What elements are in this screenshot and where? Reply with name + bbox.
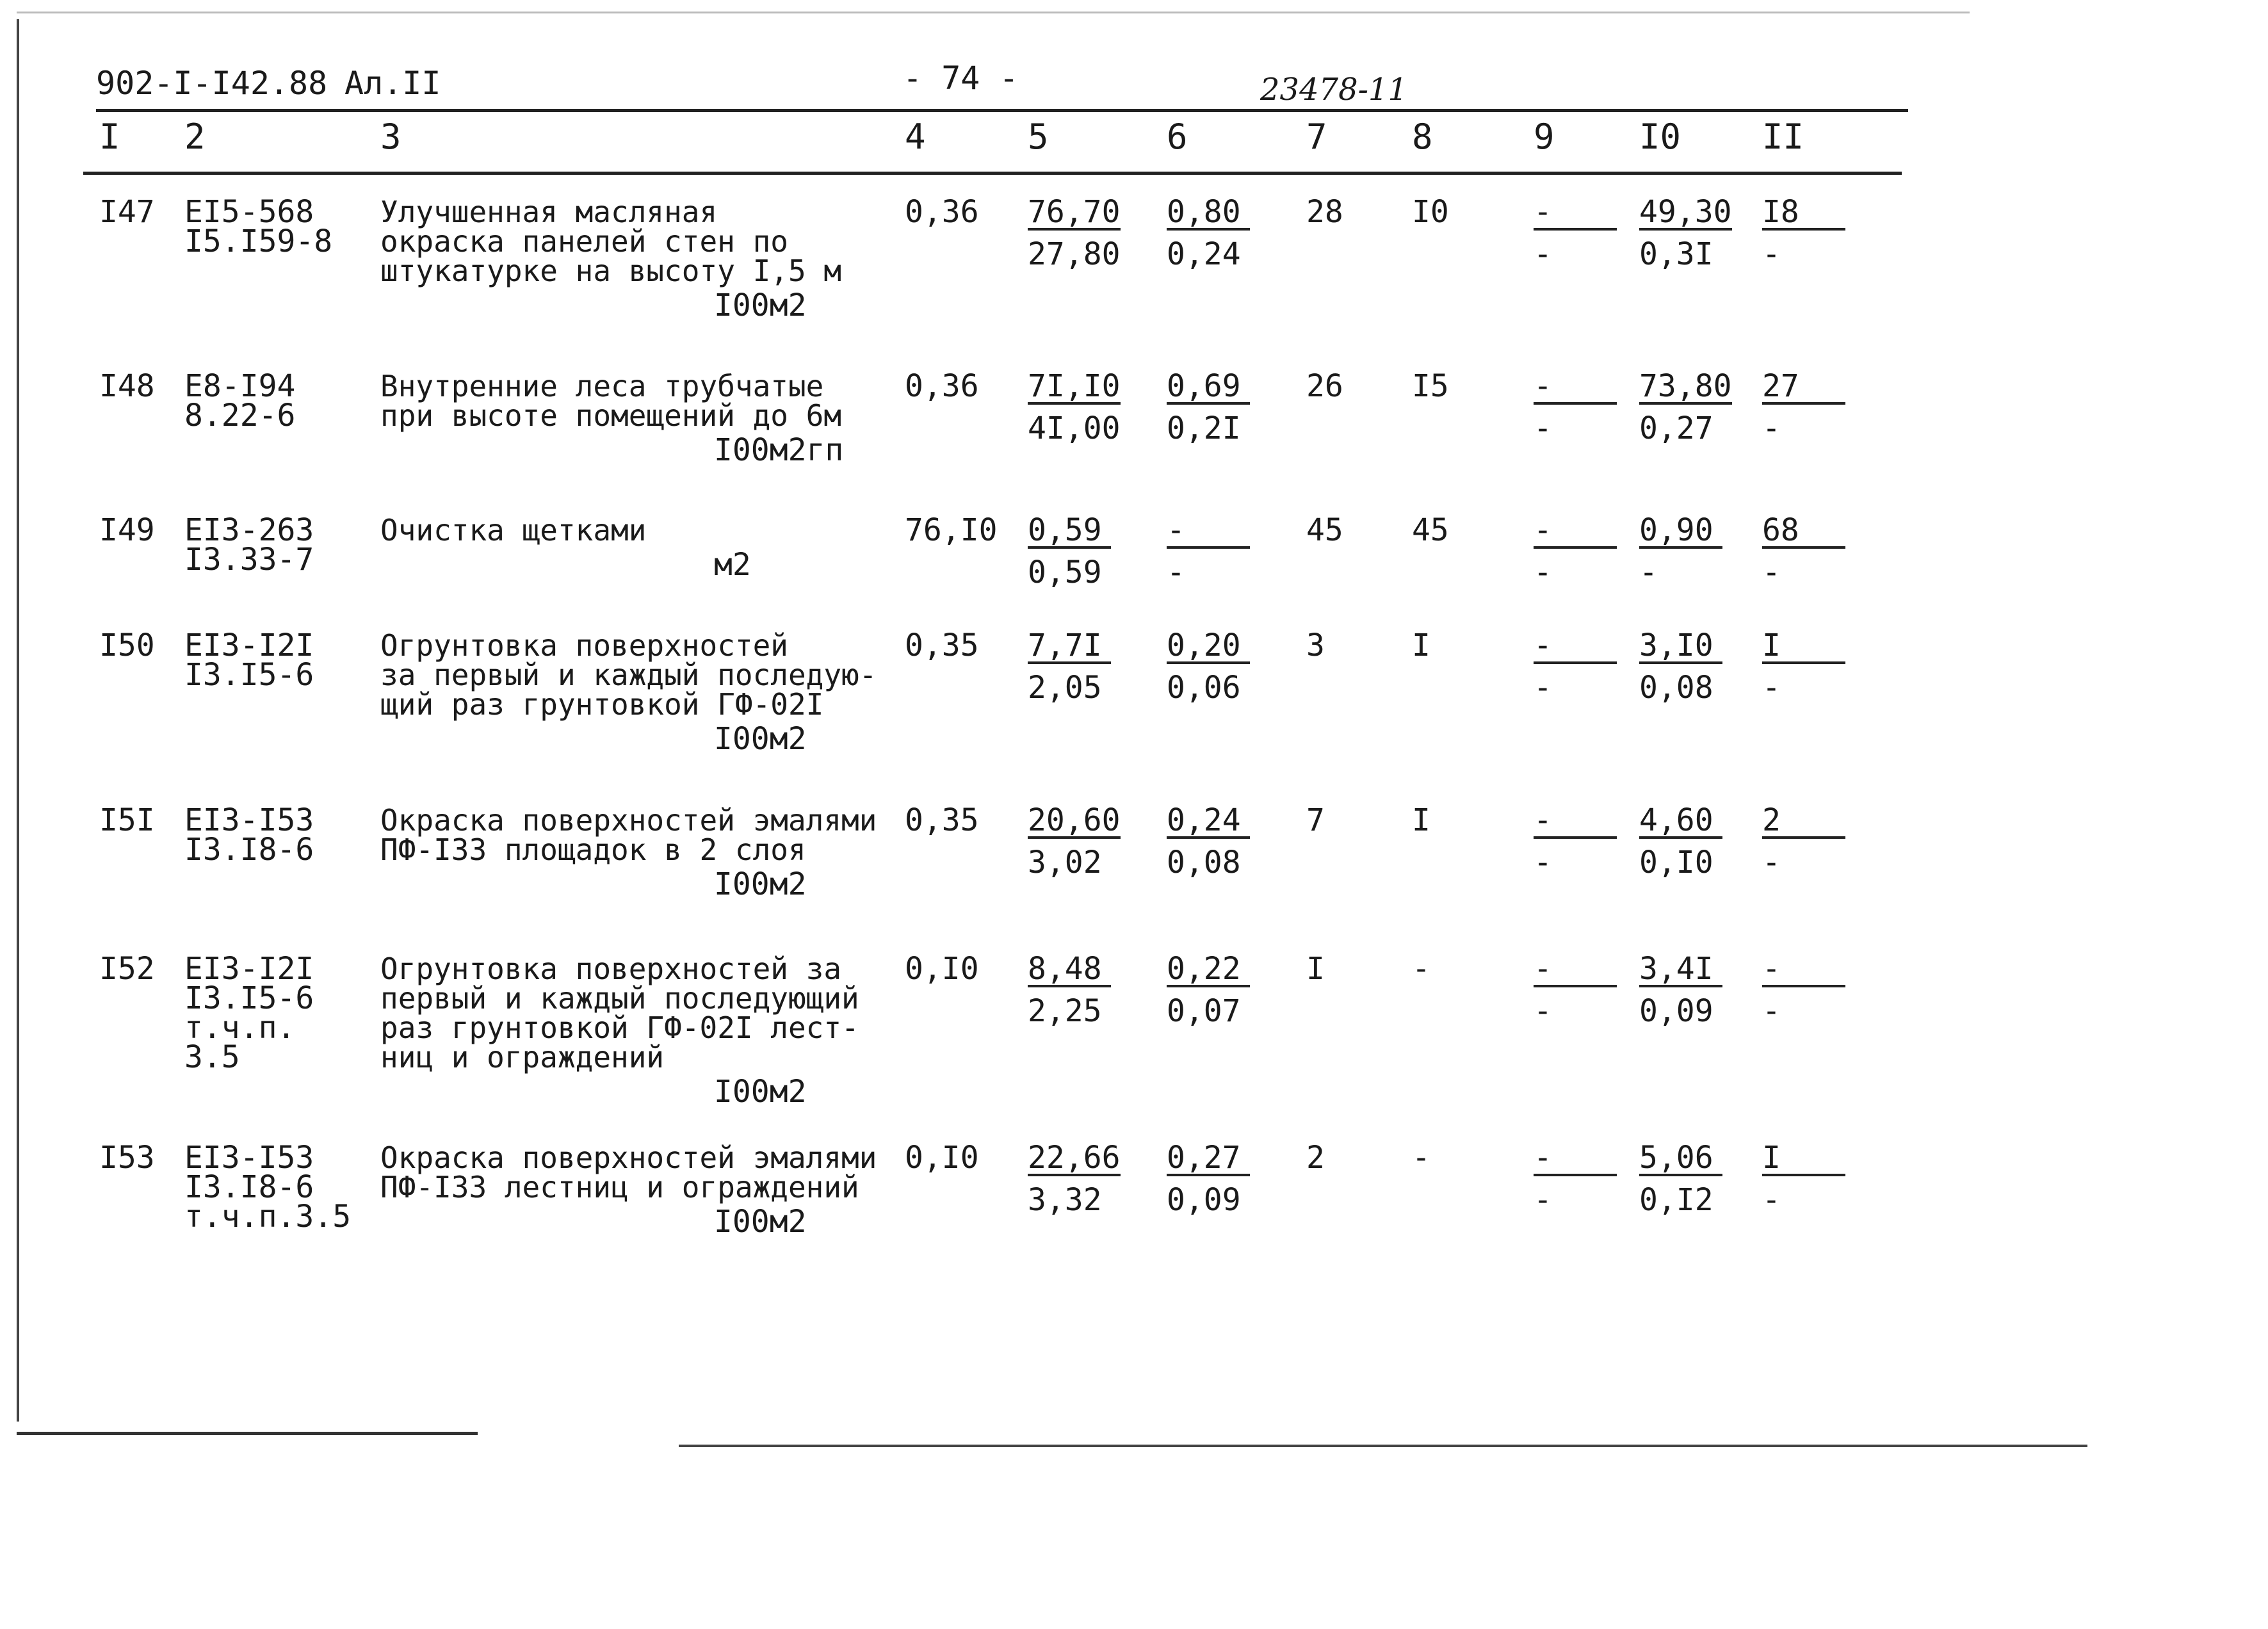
work-description-line: ПФ-I33 площадок в 2 слоя [380,832,806,867]
work-description-line: первый и каждый последующий [380,981,859,1016]
column-9-value-top [1534,628,1617,664]
labor-value-top [1762,512,1845,549]
measurement-unit: I00м2 [714,288,807,323]
rate-code: I3.I5-6 [184,980,314,1016]
column-7-value: 26 [1306,368,1343,404]
column-9-value-bottom: - [1534,1182,1552,1218]
album-number: Ал.II [344,65,441,102]
work-description-line: окраска панелей стен по [380,224,788,259]
machine-cost-top [1167,951,1250,987]
machine-cost-numerator: - [1167,515,1250,549]
total-cost-numerator: 3,4I [1639,954,1722,987]
unit-cost-numerator: 22,66 [1028,1140,1121,1176]
labor-value-numerator: I [1762,1143,1845,1176]
quantity: 0,35 [905,628,979,663]
column-7-value: 28 [1306,194,1343,230]
total-cost-bottom: 0,27 [1639,410,1713,446]
column-9-value-top [1534,802,1617,839]
machine-cost-bottom: 0,2I [1167,410,1241,446]
column-9-value-numerator: - [1534,515,1617,549]
column-header-5: 5 [1028,117,1049,157]
machine-cost-bottom: 0,07 [1167,993,1241,1029]
handwritten-number: 23478-11 [1260,72,1407,108]
labor-value-numerator: 2 [1762,806,1845,839]
total-cost-top [1639,802,1722,839]
column-7-value: 2 [1306,1140,1325,1176]
work-description-line: Огрунтовка поверхностей [380,628,788,663]
total-cost-numerator: 49,30 [1639,194,1732,230]
machine-cost-bottom: 0,06 [1167,670,1241,706]
total-cost-top [1639,194,1732,231]
column-8-value: - [1412,951,1430,987]
total-cost-numerator: 4,60 [1639,806,1722,839]
total-cost-numerator: 73,80 [1639,368,1732,404]
column-8-value: I [1412,802,1430,838]
measurement-unit: I00м2 [714,1074,807,1110]
measurement-unit: I00м2 [714,721,807,757]
row-number: I52 [99,951,155,987]
column-9-value-bottom: - [1534,555,1552,590]
rate-code: 3.5 [184,1039,240,1075]
machine-cost-top [1167,628,1250,664]
rate-code: EI3-I2I [184,951,314,987]
quantity: 0,I0 [905,951,979,987]
labor-value-bottom: - [1762,670,1781,706]
page-border-bottom [679,1445,2087,1447]
row-number: I5I [99,802,155,838]
column-8-value: - [1412,1140,1430,1176]
column-header-1: I [99,117,120,157]
row-number: I48 [99,368,155,404]
total-cost-top [1639,512,1722,549]
labor-value-bottom: - [1762,1182,1781,1218]
unit-cost-top [1028,802,1121,839]
row-number: I53 [99,1140,155,1176]
unit-cost-bottom: 0,59 [1028,555,1102,590]
unit-cost-numerator: 20,60 [1028,802,1121,838]
column-8-value: 45 [1412,512,1449,548]
machine-cost-numerator: 0,20 [1167,631,1250,664]
machine-cost-bottom: 0,24 [1167,236,1241,272]
machine-cost-bottom: 0,08 [1167,845,1241,880]
total-cost-bottom: 0,08 [1639,670,1713,706]
machine-cost-bottom: - [1167,555,1185,590]
work-description-line: щий раз грунтовкой ГФ-02I [380,687,824,722]
unit-cost-top [1028,951,1111,987]
total-cost-top [1639,1140,1722,1176]
unit-cost-numerator: 0,59 [1028,515,1111,549]
column-header-9: 9 [1534,117,1555,157]
labor-value-top [1762,1140,1845,1176]
column-7-value: I [1306,951,1325,987]
column-9-value-top [1534,194,1617,231]
page-border-top [17,12,1970,13]
quantity: 76,I0 [905,512,998,548]
header-rule-bottom [83,172,1902,175]
column-8-value: I [1412,628,1430,663]
page-border-left [17,19,19,1422]
unit-cost-bottom: 2,05 [1028,670,1102,706]
unit-cost-bottom: 4I,00 [1028,410,1121,446]
column-header-4: 4 [905,117,926,157]
labor-value-bottom: - [1762,236,1781,272]
quantity: 0,35 [905,802,979,838]
total-cost-bottom: - [1639,555,1658,590]
measurement-unit: I00м2 [714,866,807,902]
column-header-3: 3 [380,117,401,157]
unit-cost-top [1028,194,1121,231]
work-description-line: Окраска поверхностей эмалями [380,803,877,838]
rate-code: E8-I94 [184,368,296,404]
machine-cost-top [1167,194,1250,231]
rate-code: 8.22-6 [184,398,296,434]
column-header-8: 8 [1412,117,1433,157]
rate-code: т.ч.п.3.5 [184,1199,352,1235]
machine-cost-top [1167,802,1250,839]
column-header-2: 2 [184,117,206,157]
labor-value-bottom: - [1762,845,1781,880]
doc-code: 902-I-I42.88 [96,65,328,102]
column-9-value-top [1534,368,1617,405]
row-number: I50 [99,628,155,663]
labor-value-numerator: 68 [1762,515,1845,549]
rate-code: I3.I8-6 [184,832,314,868]
machine-cost-numerator: 0,80 [1167,197,1250,231]
rate-code: I5.I59-8 [184,223,333,259]
total-cost-bottom: 0,I0 [1639,845,1713,880]
column-9-value-bottom: - [1534,670,1552,706]
work-description-line: Очистка щетками [380,513,647,547]
column-9-value-bottom: - [1534,993,1552,1029]
measurement-unit: I00м2гп [714,432,844,468]
machine-cost-bottom: 0,09 [1167,1182,1241,1218]
unit-cost-numerator: 76,70 [1028,194,1121,230]
total-cost-numerator: 0,90 [1639,515,1722,549]
rate-code: I3.I5-6 [184,657,314,693]
rate-code: EI3-263 [184,512,314,548]
quantity: 0,36 [905,368,979,404]
rate-code: EI3-I2I [184,628,314,663]
column-9-value-numerator: - [1534,954,1617,987]
column-9-value-numerator: - [1534,371,1617,405]
labor-value-bottom: - [1762,555,1781,590]
rate-code: I3.33-7 [184,542,314,578]
work-description-line: за первый и каждый последую- [380,658,877,692]
work-description-line: штукатурке на высоту I,5 м [380,254,842,288]
machine-cost-top [1167,1140,1250,1176]
column-9-value-bottom: - [1534,410,1552,446]
work-description-line: ПФ-I33 лестниц и ограждений [380,1170,859,1204]
header-rule-top [96,109,1908,112]
labor-value-bottom: - [1762,410,1781,446]
total-cost-numerator: 3,I0 [1639,631,1722,664]
machine-cost-top [1167,368,1250,405]
unit-cost-numerator: 7,7I [1028,631,1111,664]
work-description-line: ниц и ограждений [380,1040,665,1074]
unit-cost-top [1028,512,1111,549]
column-9-value-numerator: - [1534,631,1617,664]
work-description-line: при высоте помещений до 6м [380,398,842,433]
column-header-10: I0 [1639,117,1681,157]
work-description-line: Улучшенная масляная [380,195,718,229]
machine-cost-numerator: 0,27 [1167,1143,1250,1176]
unit-cost-numerator: 7I,I0 [1028,368,1121,404]
column-header-11: II [1762,117,1804,157]
column-7-value: 7 [1306,802,1325,838]
labor-value-top [1762,194,1845,231]
work-description-line: Огрунтовка поверхностей за [380,952,842,986]
labor-value-numerator: I8 [1762,197,1845,231]
unit-cost-top [1028,1140,1121,1176]
column-9-value-numerator: - [1534,197,1617,231]
rate-code: EI3-I53 [184,1140,314,1176]
column-9-value-top [1534,1140,1617,1176]
column-9-value-top [1534,512,1617,549]
rate-code: I3.I8-6 [184,1169,314,1205]
machine-cost-numerator: 0,22 [1167,954,1250,987]
measurement-unit: м2 [714,547,751,583]
column-header-6: 6 [1167,117,1188,157]
work-description-line: раз грунтовкой ГФ-02I лест- [380,1010,859,1045]
total-cost-top [1639,951,1722,987]
work-description-line: Окраска поверхностей эмалями [380,1140,877,1175]
column-8-value: I0 [1412,194,1449,230]
column-9-value-numerator: - [1534,806,1617,839]
unit-cost-top [1028,368,1121,405]
column-7-value: 45 [1306,512,1343,548]
machine-cost-numerator: 0,69 [1167,371,1250,405]
machine-cost-numerator: 0,24 [1167,806,1250,839]
unit-cost-numerator: 8,48 [1028,954,1111,987]
column-header-7: 7 [1306,117,1327,157]
rate-code: т.ч.п. [184,1010,296,1046]
column-8-value: I5 [1412,368,1449,404]
total-cost-top [1639,368,1732,405]
quantity: 0,I0 [905,1140,979,1176]
unit-cost-bottom: 3,02 [1028,845,1102,880]
column-9-value-bottom: - [1534,236,1552,272]
labor-value-top [1762,628,1845,664]
unit-cost-top [1028,628,1111,664]
total-cost-bottom: 0,I2 [1639,1182,1713,1218]
rate-code: EI5-568 [184,194,314,230]
row-number: I49 [99,512,155,548]
measurement-unit: I00м2 [714,1204,807,1240]
column-7-value: 3 [1306,628,1325,663]
work-description-line: Внутренние леса трубчатые [380,369,824,403]
page-number: - 74 - [903,60,1019,97]
labor-value-numerator: I [1762,631,1845,664]
unit-cost-bottom: 2,25 [1028,993,1102,1029]
page-border-bottom [17,1432,478,1435]
unit-cost-bottom: 27,80 [1028,236,1121,272]
total-cost-numerator: 5,06 [1639,1143,1722,1176]
row-number: I47 [99,194,155,230]
column-9-value-top [1534,951,1617,987]
labor-value-top [1762,368,1845,405]
unit-cost-bottom: 3,32 [1028,1182,1102,1218]
labor-value-top [1762,951,1845,987]
labor-value-bottom: - [1762,993,1781,1029]
machine-cost-top [1167,512,1250,549]
column-9-value-bottom: - [1534,845,1552,880]
labor-value-top [1762,802,1845,839]
total-cost-top [1639,628,1722,664]
column-9-value-numerator: - [1534,1143,1617,1176]
total-cost-bottom: 0,09 [1639,993,1713,1029]
labor-value-numerator: 27 [1762,371,1845,405]
labor-value-numerator: - [1762,954,1845,987]
quantity: 0,36 [905,194,979,230]
rate-code: EI3-I53 [184,802,314,838]
total-cost-bottom: 0,3I [1639,236,1713,272]
